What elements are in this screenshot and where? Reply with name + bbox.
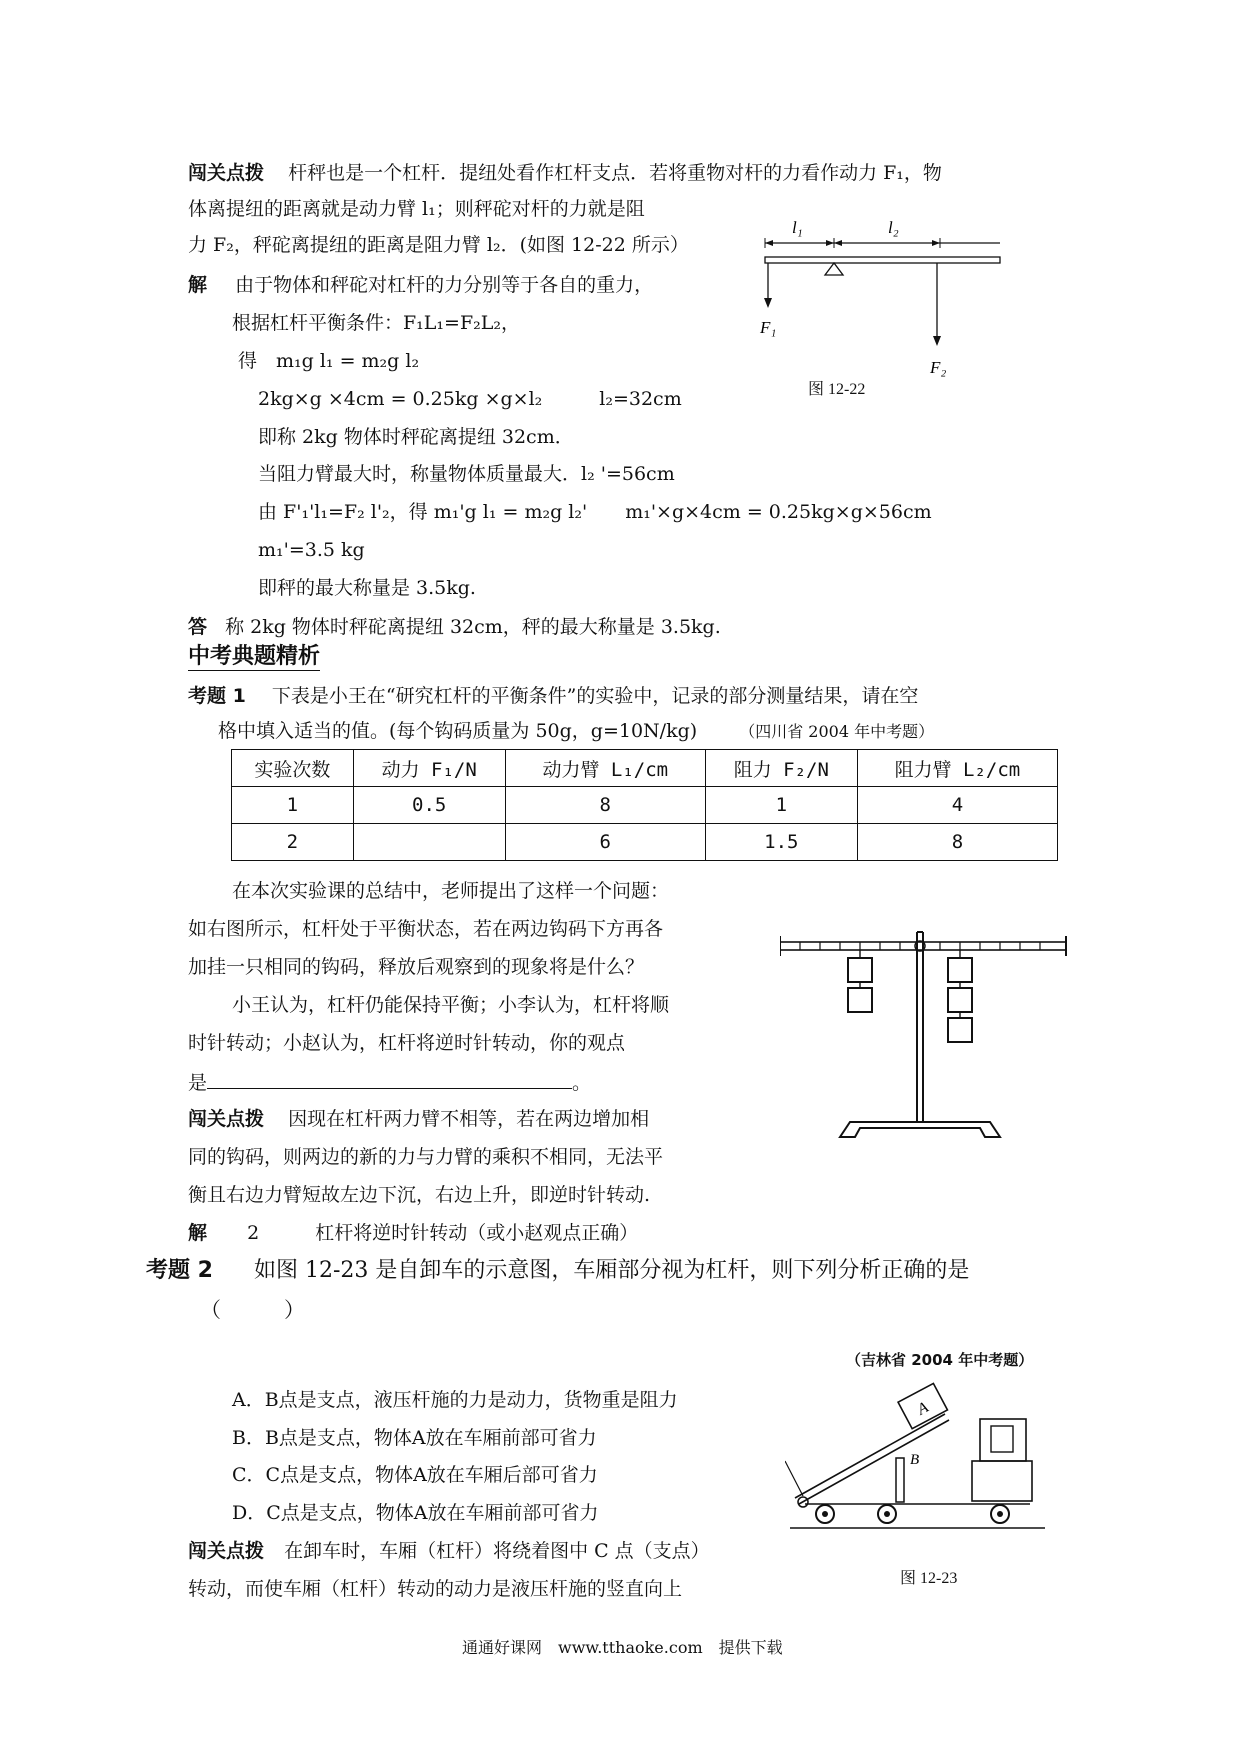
solution1-step: 当阻力臂最大时，称量物体质量最大．l₂ '=56cm <box>258 463 675 485</box>
question1-line <box>188 683 918 709</box>
question-text: 下表是小王在“研究杠杆的平衡条件”的实验中，记录的部分测量结果，请在空 <box>271 685 919 707</box>
table-header: 动力臂 L₁/cm <box>505 750 705 787</box>
solution1-step: 即称 2kg 物体时秤砣离提纽 32cm． <box>258 426 574 448</box>
table-cell: 4 <box>857 787 1057 824</box>
solution-number: 2 <box>247 1222 260 1244</box>
hint-label: 闯关点拨 <box>188 162 265 184</box>
solution1-step: 得 m₁g l₁ = m₂g l₂ <box>238 350 420 372</box>
question-source: （四川省 2004 年中考题） <box>739 722 935 741</box>
table-cell: 1 <box>232 787 354 824</box>
solution1-step: 即秤的最大称量是 3.5kg. <box>258 577 476 599</box>
table-row <box>232 787 1058 824</box>
hint3-line-2: 转动，而使车厢（杠杆）转动的动力是液压杆施的竖直向上 <box>188 1578 683 1600</box>
figure-caption: 图 12-22 <box>808 381 866 398</box>
lever-figure <box>750 205 1010 405</box>
question2-paren: （ ） <box>200 1298 305 1322</box>
q1-body-line: 在本次实验课的总结中，老师提出了这样一个问题： <box>232 880 670 902</box>
table-header: 动力 F₁/N <box>353 750 505 787</box>
question2-line <box>146 1258 969 1284</box>
hint-label: 闯关点拨 <box>188 1108 265 1130</box>
answer-label: 答 <box>188 616 208 638</box>
q1-answer-suffix: 。 <box>572 1072 592 1094</box>
option-a: A．B点是支点，液压杆施的力是动力，货物重是阻力 <box>232 1389 678 1411</box>
q1-body-line: 加挂一只相同的钩码，释放后观察到的现象将是什么？ <box>188 956 645 978</box>
dump-truck-figure <box>785 1376 1055 1541</box>
table-cell: 8 <box>505 787 705 824</box>
q1-body-line: 时针转动；小赵认为，杠杆将逆时针转动，你的观点 <box>188 1032 626 1054</box>
table-cell: 1 <box>705 787 857 824</box>
solution-text: 由于物体和秤砣对杠杆的力分别等于各自的重力， <box>235 274 654 296</box>
hint2-line <box>188 1106 649 1132</box>
question2-source: （吉林省 2004 年中考题） <box>846 1351 1034 1369</box>
hint-text: 杆秤也是一个杠杆．提纽处看作杠杆支点．若将重物对杆的力看作动力 F₁，物 <box>288 162 942 184</box>
hint2-line-2: 同的钩码，则两边的新的力与力臂的乘积不相同，无法平 <box>188 1146 664 1168</box>
solution1-line <box>188 272 653 298</box>
hint2-line-3: 衡且右边力臂短故左边下沉，右边上升，即逆时针转动. <box>188 1184 651 1206</box>
table-cell-blank <box>353 824 505 861</box>
solution1-step: 2kg×g ×4cm = 0.25kg ×g×l₂ l₂=32cm <box>258 388 682 410</box>
hint1-line-3: 力 F₂，秤砣离提纽的距离是阻力臂 l₂．(如图 12-22 所示） <box>188 234 689 256</box>
hint1-line <box>188 160 942 186</box>
table-header-row <box>232 750 1058 787</box>
hint-label: 闯关点拨 <box>188 1540 265 1562</box>
balance-apparatus-figure <box>780 922 1070 1157</box>
data-table <box>231 749 1058 861</box>
f2-label: F₂ <box>930 358 947 377</box>
table-row <box>232 824 1058 861</box>
q1-answer-prefix: 是 <box>188 1072 208 1094</box>
option-b: B．B点是支点，物体A放在车厢前部可省力 <box>232 1427 597 1449</box>
solution-label: 解 <box>188 274 208 296</box>
table-header: 阻力臂 L₂/cm <box>857 750 1057 787</box>
question-label: 考题 1 <box>188 685 246 707</box>
solution1-step: 根据杠杆平衡条件：F₁L₁=F₂L₂， <box>232 312 520 334</box>
table-cell: 8 <box>857 824 1057 861</box>
f1-label: F₁ <box>760 318 777 337</box>
table-header: 实验次数 <box>232 750 354 787</box>
footer: 通通好课网 www.tthaoke.com 提供下载 <box>462 1638 783 1657</box>
hint-text: 在卸车时，车厢（杠杆）将绕着图中 C 点（支点） <box>284 1540 710 1562</box>
answer-text: 称 2kg 物体时秤砣离提纽 32cm，秤的最大称量是 3.5kg. <box>225 616 721 638</box>
hint1-line-2: 体离提纽的距离就是动力臂 l₁；则秤砣对杆的力就是阻 <box>188 198 645 220</box>
answer-blank[interactable] <box>207 1068 572 1089</box>
table-cell: 2 <box>232 824 354 861</box>
table-cell: 6 <box>505 824 705 861</box>
section-title-text: 中考典题精析 <box>188 644 321 669</box>
l2-label: l₂ <box>888 218 899 237</box>
question1-line-2 <box>218 718 934 745</box>
hint3-line <box>188 1538 710 1564</box>
option-c: C．C点是支点，物体A放在车厢后部可省力 <box>232 1464 598 1486</box>
question-text-2: 格中填入适当的值。(每个钩码质量为 50g，g=10N/kg) <box>218 720 698 742</box>
question-label: 考题 2 <box>146 1258 213 1283</box>
option-d: D．C点是支点，物体A放在车厢前部可省力 <box>232 1502 599 1524</box>
table-cell: 0.5 <box>353 787 505 824</box>
question-text: 如图 12-23 是自卸车的示意图，车厢部分视为杠杆，则下列分析正确的是 <box>253 1258 970 1283</box>
cargo-label: A <box>914 1398 932 1419</box>
section-title <box>188 644 320 671</box>
q1-answer-line <box>188 1068 591 1096</box>
solution-text: 杠杆将逆时针转动（或小赵观点正确） <box>315 1222 639 1244</box>
answer1-line <box>188 614 721 640</box>
q1-body-line: 小王认为，杠杆仍能保持平衡；小李认为，杠杆将顺 <box>232 994 670 1016</box>
solution2-line <box>188 1220 638 1246</box>
table-header: 阻力 F₂/N <box>705 750 857 787</box>
hint-text: 因现在杠杆两力臂不相等，若在两边增加相 <box>288 1108 650 1130</box>
solution1-step: m₁'=3.5 kg <box>258 539 365 561</box>
solution-label: 解 <box>188 1222 208 1244</box>
point-b-label: B <box>910 1452 920 1468</box>
figure-caption: 图 12-23 <box>900 1570 958 1587</box>
solution1-step: 由 F'₁'l₁=F₂ l'₂，得 m₁'g l₁ = m₂g l₂' m₁'×g×4cm = 0.25kg×g×56cm <box>258 501 932 523</box>
l1-label: l₁ <box>792 218 803 237</box>
q1-body-line: 如右图所示，杠杆处于平衡状态，若在两边钩码下方再各 <box>188 918 664 940</box>
table-cell: 1.5 <box>705 824 857 861</box>
